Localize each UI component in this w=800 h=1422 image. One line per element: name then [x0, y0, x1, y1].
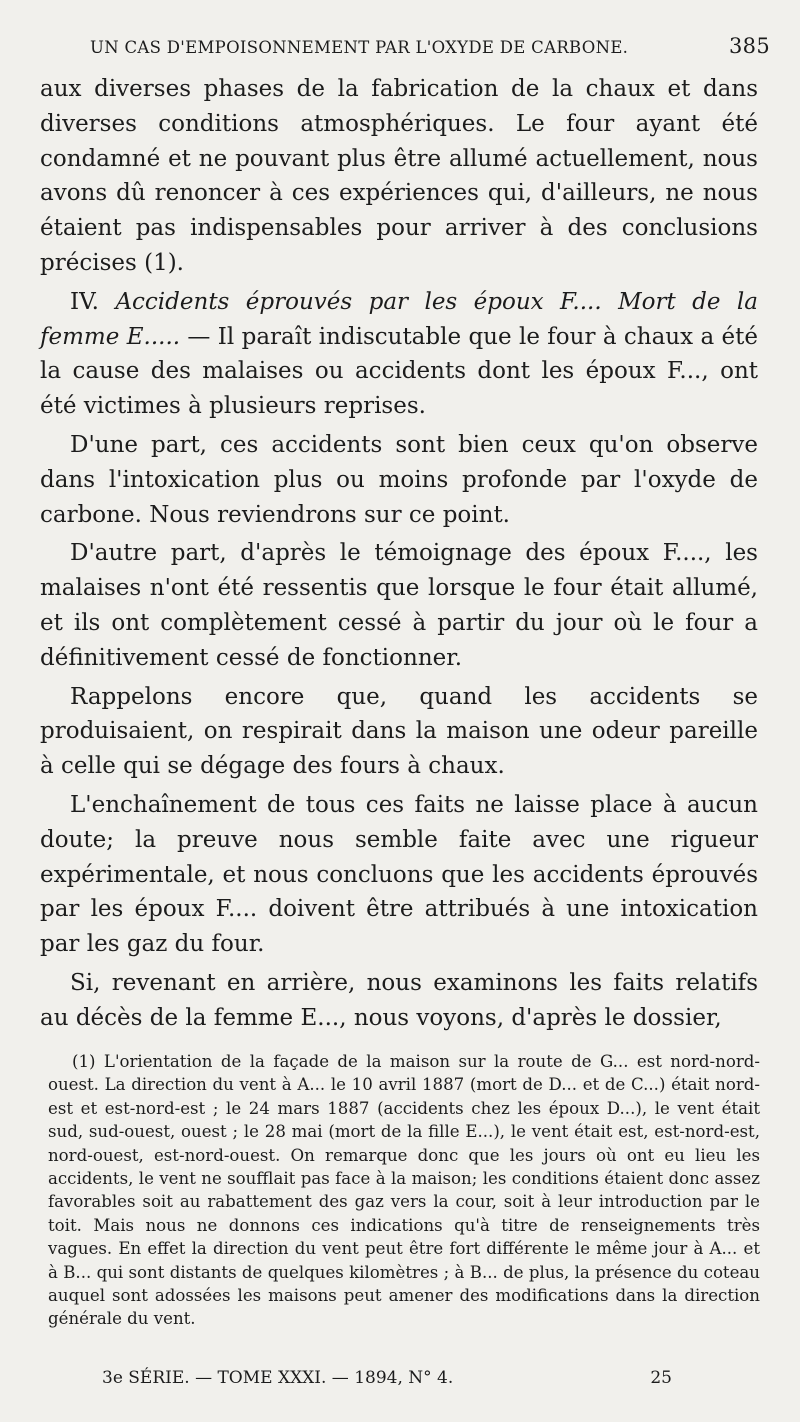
running-head [90, 34, 770, 58]
footnote-text: (1) L'orientation de la façade de la maison sur la route de G... est nord-nord-ouest. La direction du vent à A... le 10 avril 1887 (mort de D... et de C...) était nord-est et est-nord-est ; le 24 mars 1887 (accidents chez les époux D...), le vent était sud, sud-ouest, ouest ; le 28 mai (mort de la fille E...), le vent était est, est-nord-est, nord-ouest, est-nord-ouest. On remarque donc que les jours où ont eu lieu les accidents, le vent ne soufflait pas face à la maison; les conditions étaient donc assez favorables soit au rabattement des gaz vers la cour, soit à leur introduction par le toit. Mais nous ne donnons ces indications qu'à titre de renseignements très vagues. En effet la direction du vent peut être fort différente le même jour à A... et à B... qui sont distants de quelques kilomètres ; à B... de plus, la présence du coteau auquel sont adossées les maisons peut amener des modifications dans la direction générale du vent. [48, 1052, 760, 1329]
section-title: Accidents éprouvés par les époux F.... Mort de la femme E..... [40, 288, 758, 350]
paragraph-3: D'une part, ces accidents sont bien ceux qu'on observe dans l'intoxication plus ou moins profonde par l'oxyde de carbone. Nous reviendrons sur ce point. [40, 431, 758, 528]
paragraph-5: Rappelons encore que, quand les accidents se produisaient, on respirait dans la maison une odeur pareille à celle qui se dégage des fours à chaux. [40, 683, 758, 780]
paragraph-7: Si, revenant en arrière, nous examinons les faits relatifs au décès de la femme E..., nous voyons, d'après le dossier, [40, 969, 758, 1031]
footer-signature: 25 [650, 1368, 672, 1388]
page-footer [102, 1368, 672, 1388]
page-number: 385 [729, 34, 770, 58]
paragraph-2 [40, 285, 758, 424]
paragraph-4: D'autre part, d'après le témoignage des époux F...., les malaises n'ont été ressentis que lorsque le four était allumé, et ils ont complètement cessé à partir du jour où le four a définitivement cessé de fonctionner. [40, 540, 758, 671]
footer-series: 3e SÉRIE. — TOME XXXI. — 1894, N° 4. [102, 1368, 454, 1388]
paragraph-1: aux diverses phases de la fabrication de la chaux et dans diverses conditions atmosphériques. Le four ayant été condamné et ne pouvant plus être allumé actuellement, nous avons dû renoncer à ces expériences qui, d'ailleurs, ne nous étaient pas indispensables pour arriver à des conclusions précises (1). [40, 76, 758, 276]
body-text [40, 72, 758, 1040]
running-head-title: UN CAS D'EMPOISONNEMENT PAR L'OXYDE DE CARBONE. [90, 38, 629, 57]
section-text: — Il paraît indiscutable que le four à chaux a été la cause des malaises ou accidents dont les époux F..., ont été victimes à plusieurs reprises. [40, 323, 758, 420]
section-number: IV. [70, 288, 99, 315]
paragraph-6: L'enchaînement de tous ces faits ne laisse place à aucun doute; la preuve nous semble faite avec une rigueur expérimentale, et nous concluons que les accidents éprouvés par les époux F.... doivent être attribués à une intoxication par les gaz du four. [40, 791, 758, 958]
footnote [48, 1050, 760, 1331]
